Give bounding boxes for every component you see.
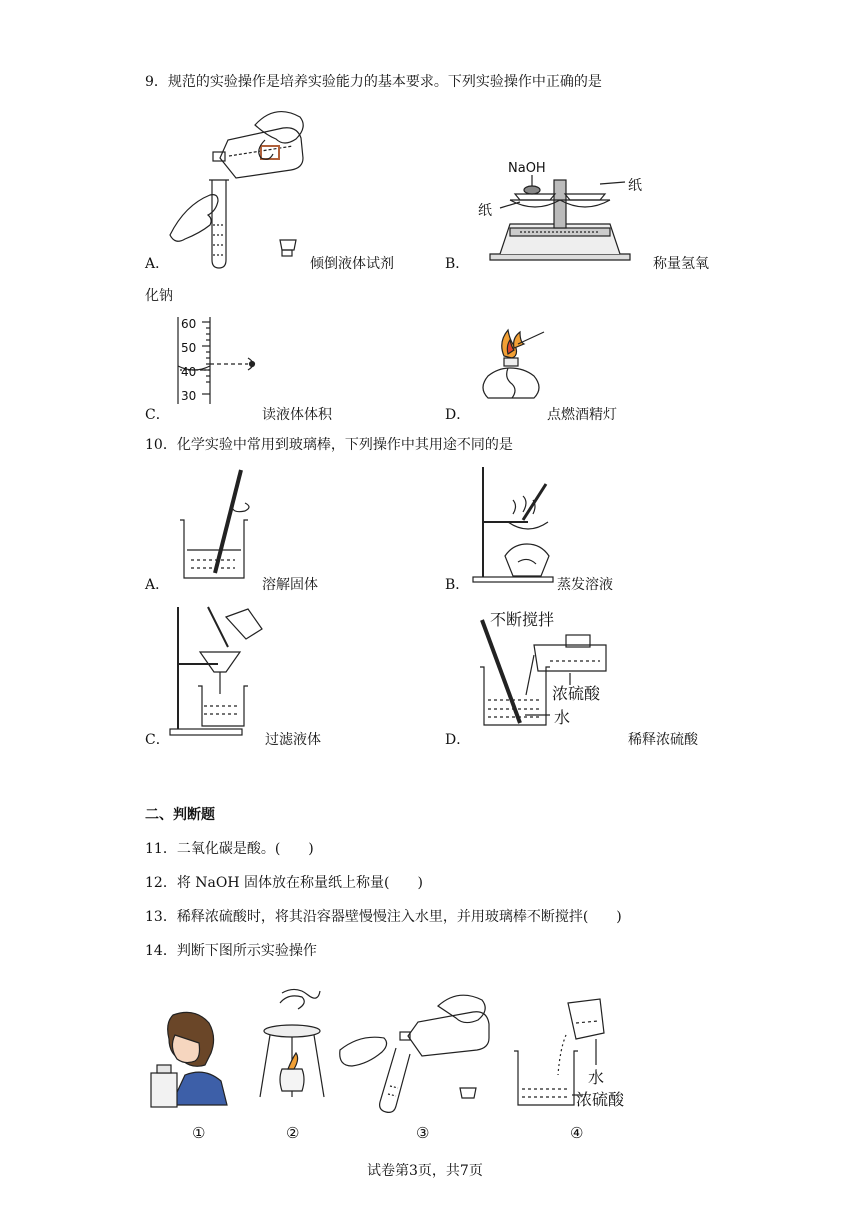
tick-30: 30 [181,389,197,403]
q10-option-d-letter: D． [445,732,471,748]
q14-figure-4 [510,995,640,1115]
q10-option-b-caption: 蒸发溶液 [557,577,613,593]
q9-stem: 9．规范的实验操作是培养实验能力的基本要求。下列实验操作中正确的是 [145,74,602,90]
q9-figure-b [470,150,650,270]
q10-figure-d [470,605,620,735]
q9-figure-d [468,326,558,406]
q10-figure-b [468,462,568,587]
naoh-label: NaOH [508,161,546,176]
tick-60: 60 [181,317,197,331]
q10-option-a-letter: A． [145,577,170,593]
q10-option-c-letter: C． [145,732,170,748]
q14-label-3: ③ [416,1124,430,1142]
q10-option-b-letter: B． [445,577,470,593]
fig4-water-label: 水 [588,1068,605,1087]
q10-option-d-caption: 稀释浓硫酸 [628,732,698,748]
water-label: 水 [554,708,571,727]
paper-label-right: 纸 [628,178,642,194]
q9-option-a-letter: A． [145,256,170,272]
tick-40: 40 [181,365,197,379]
q10-figure-c [168,602,268,737]
acid-label: 浓硫酸 [552,684,601,703]
q9-option-a-caption: 倾倒液体试剂 [310,256,394,272]
q14-label-2: ② [286,1124,300,1142]
question-12: 12．将 NaOH 固体放在称量纸上称量( ) [145,875,423,891]
question-14: 14．判断下图所示实验操作 [145,943,317,959]
q14-label-1: ① [192,1124,206,1142]
q9-option-c-caption: 读液体体积 [262,407,332,423]
q14-figure-1 [145,1005,230,1110]
fig4-acid-label: 浓硫酸 [576,1090,625,1109]
question-11: 11．二氧化碳是酸。( ) [145,841,314,857]
q9-figure-c [170,312,270,407]
page-footer: 试卷第3页，共7页 [367,1163,483,1179]
q9-option-b-caption-1: 称量氢氧 [653,256,709,272]
q10-figure-a [175,465,265,585]
tick-50: 50 [181,341,197,355]
q14-figure-3 [338,990,498,1115]
paper-label-left: 纸 [478,203,492,219]
q9-option-d-letter: D． [445,407,471,423]
question-13: 13．稀释浓硫酸时，将其沿容器壁慢慢注入水里，并用玻璃棒不断搅拌( ) [145,909,622,925]
q10-stem: 10．化学实验中常用到玻璃棒，下列操作中其用途不同的是 [145,437,513,453]
section-heading: 二、判断题 [145,807,215,823]
q10-option-a-caption: 溶解固体 [262,577,318,593]
q9-option-d-caption: 点燃酒精灯 [547,407,617,423]
q9-option-b-caption-2: 化钠 [145,288,173,304]
q9-option-b-letter: B． [445,256,470,272]
q14-figure-2 [252,985,332,1110]
q9-option-c-letter: C． [145,407,170,423]
stir-label: 不断搅拌 [490,610,555,629]
q14-label-4: ④ [570,1124,584,1142]
q10-option-c-caption: 过滤液体 [265,732,321,748]
q9-figure-a [165,100,315,270]
